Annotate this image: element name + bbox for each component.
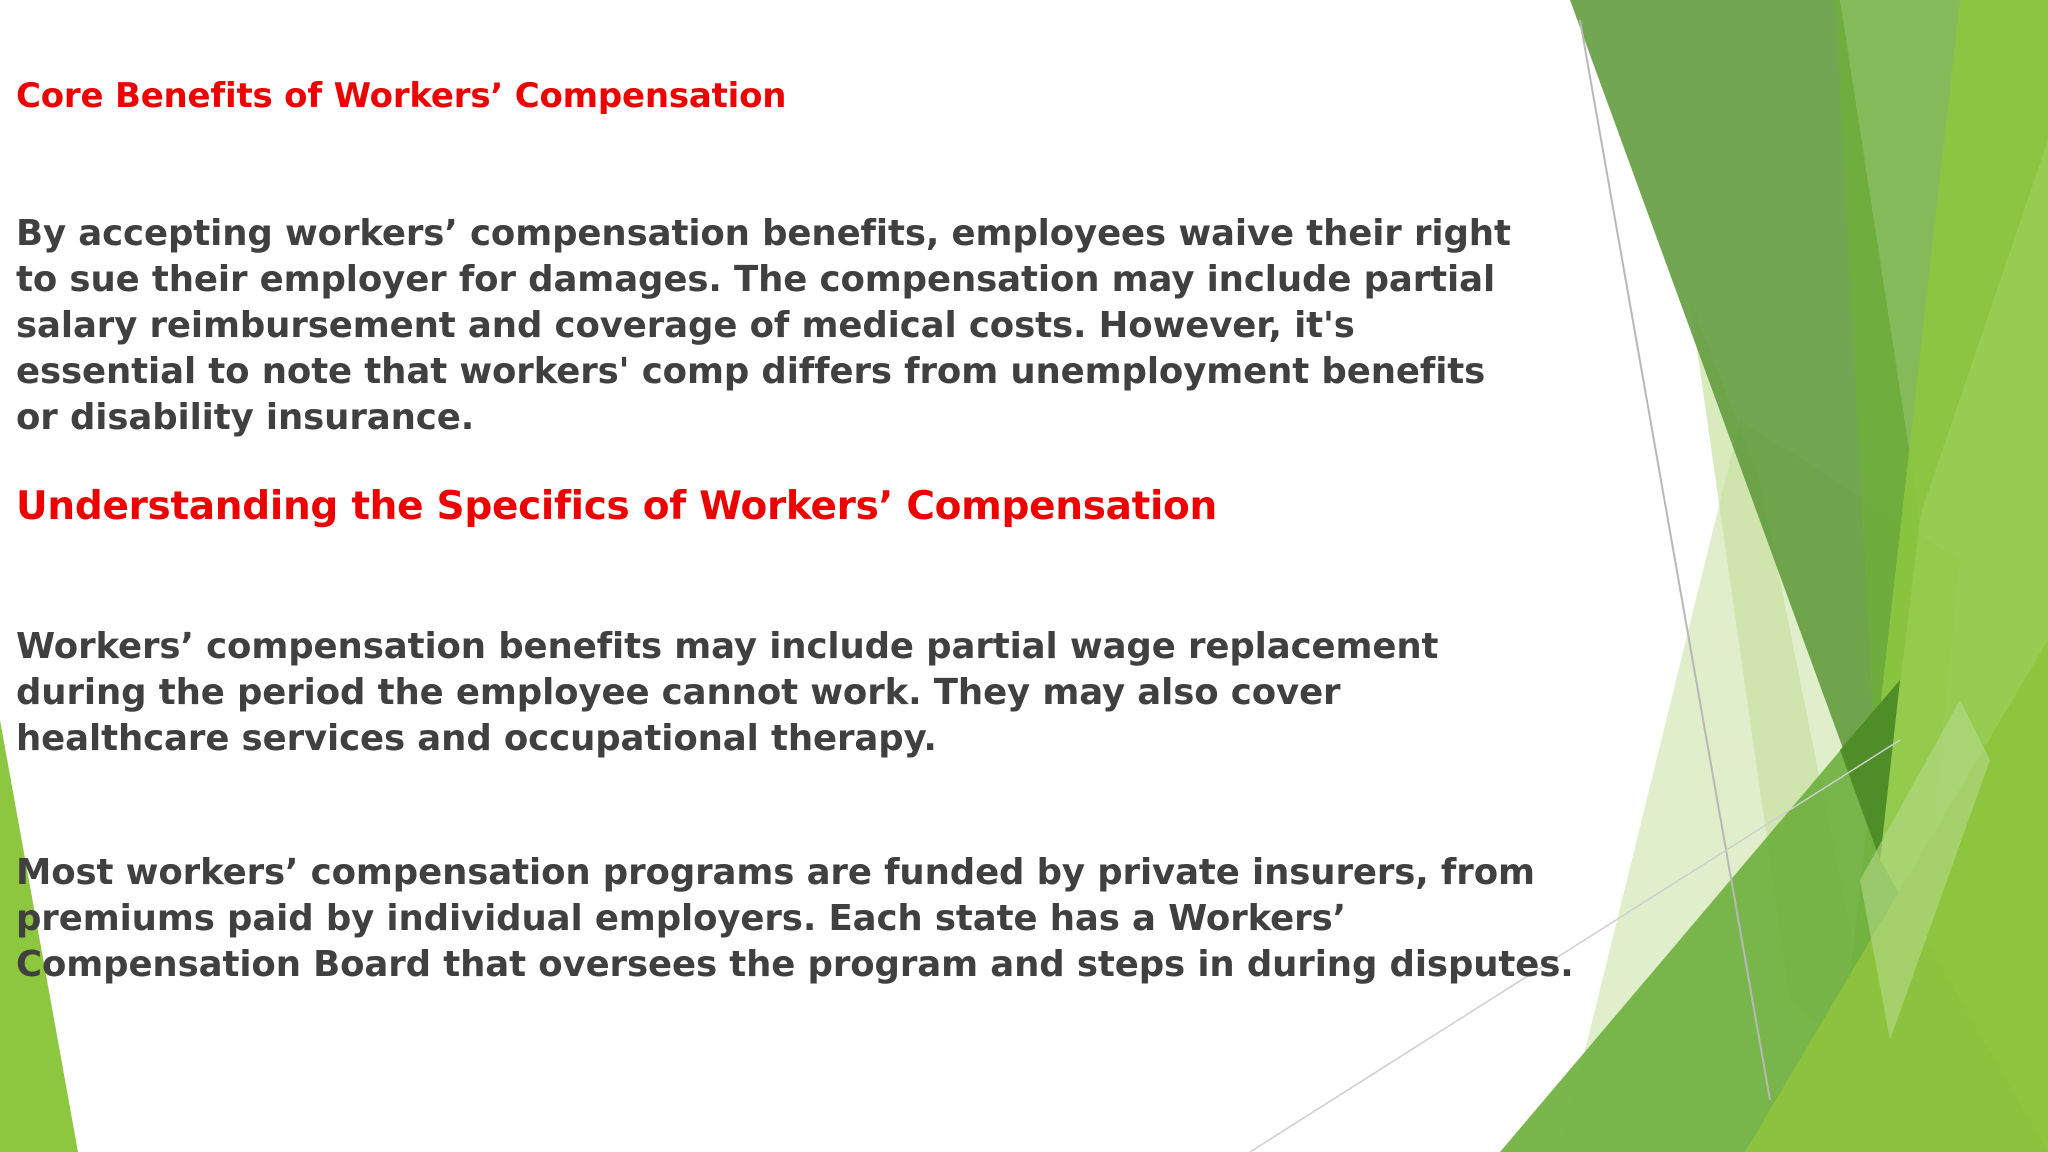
- paragraph-waive-right: By accepting workers’ compensation benefits, employees waive their right to sue their employer for damages. The compensation may include partial salary reimbursement and coverage of medical costs. However, it's essential to note that workers' comp differs from unemployment benefits or disability insurance.: [16, 213, 1511, 438]
- paragraph-funding: Most workers’ compensation programs are funded by private insurers, from premiums paid by individual employers. Each state has a Workers’ Compensation Board that oversees the program and steps in during disputes.: [16, 852, 1574, 985]
- heading-core-benefits: Core Benefits of Workers’ Compensation: [16, 76, 787, 116]
- paragraph-wage-replacement: Workers’ compensation benefits may include partial wage replacement during the period the employee cannot work. They may also cover healthcare services and occupational therapy.: [16, 626, 1439, 759]
- heading-understanding-specifics: Understanding the Specifics of Workers’ Compensation: [16, 484, 1217, 529]
